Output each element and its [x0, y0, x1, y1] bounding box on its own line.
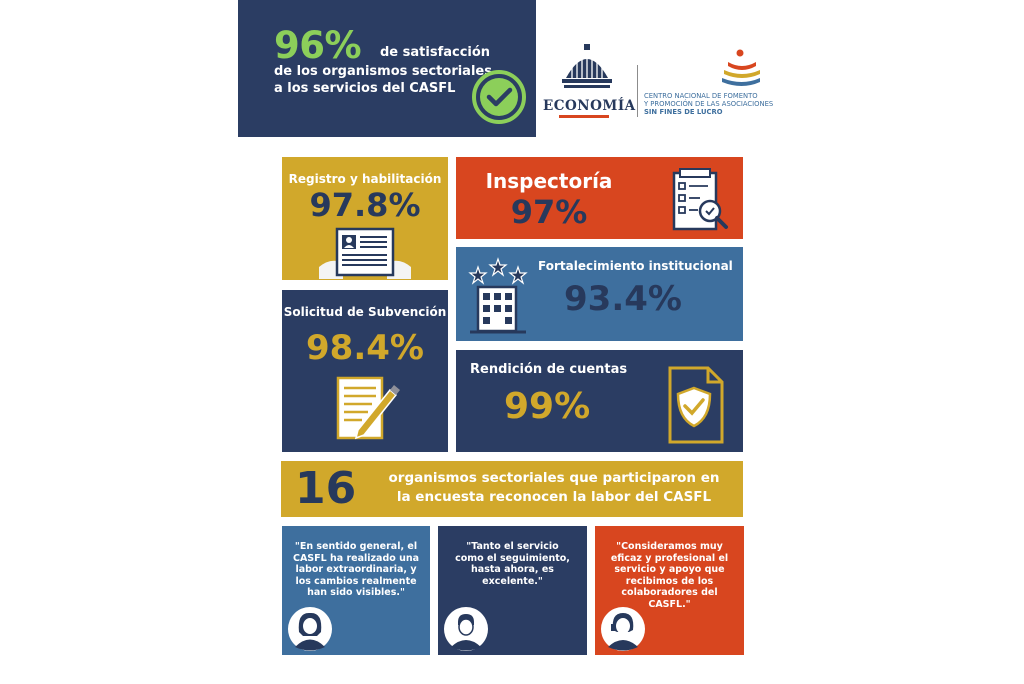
building-stars-icon	[466, 253, 530, 337]
tile-rendicion	[456, 350, 743, 452]
quote-line: "En sentido general, el	[294, 541, 418, 552]
quote-line: eficaz y profesional el	[610, 552, 729, 564]
tile-subvencion	[282, 290, 448, 452]
quote-line: hasta ahora, es	[471, 564, 554, 575]
quote-line: "Consideramos muy	[616, 541, 723, 552]
checklist-magnifier-icon	[664, 167, 738, 233]
tile-registro	[282, 157, 448, 280]
tile-title: Solicitud de Subvención	[283, 305, 447, 319]
header-text-line-2: de los organismos sectoriales	[274, 64, 492, 79]
quote-line: recibimos de los	[625, 575, 714, 587]
quote-card-1	[282, 526, 430, 655]
tile-inspectoria	[456, 157, 743, 239]
tile-value: 97%	[510, 193, 588, 231]
quote-text	[286, 541, 426, 599]
economia-dome-logo-icon	[560, 44, 614, 96]
tile-title: Fortalecimiento institucional	[538, 259, 733, 273]
economia-logo-underline	[559, 115, 609, 118]
tile-value: 99%	[504, 386, 591, 427]
participants-count: 16	[295, 463, 357, 514]
woman-avatar-icon	[287, 606, 333, 652]
quote-card-3	[595, 526, 744, 655]
checkmark-badge-icon	[470, 68, 528, 126]
tile-title: Inspectoría	[485, 169, 613, 193]
quote-line: labor extraordinaria, y	[295, 564, 417, 575]
participants-text-line-1: organismos sectoriales que participaron en	[388, 470, 720, 486]
header-text-line-1: de satisfacción	[380, 45, 491, 60]
quote-text	[442, 541, 583, 587]
id-card-icon	[315, 227, 415, 279]
quote-line: excelente."	[482, 575, 543, 587]
quote-line: CASFL."	[648, 598, 691, 610]
tile-fortalecimiento	[456, 247, 743, 341]
tile-value: 93.4%	[564, 279, 682, 319]
shield-document-icon	[664, 366, 728, 444]
quote-line: CASFL ha realizado una	[292, 552, 420, 564]
casfl-logo-icon	[720, 48, 762, 88]
org-name-line-2: Y PROMOCIÓN DE LAS ASOCIACIONES	[644, 100, 774, 108]
logo-divider	[637, 65, 638, 117]
header-text-line-3: a los servicios del CASFL	[274, 81, 456, 96]
woman-headset-avatar-icon	[600, 606, 646, 652]
tile-value: 97.8%	[309, 186, 421, 224]
org-name-line-3: SIN FINES DE LUCRO	[644, 108, 723, 116]
org-name-line-1: CENTRO NACIONAL DE FOMENTO	[644, 92, 758, 100]
document-pencil-icon	[332, 376, 404, 444]
quote-line: "Tanto el servicio	[466, 541, 559, 552]
tile-title: Rendición de cuentas	[470, 362, 628, 377]
quote-line: colaboradores del	[621, 587, 718, 598]
participants-text-line-2: la encuesta reconocen la labor del CASFL	[396, 489, 712, 505]
participants-banner	[281, 461, 743, 517]
quote-card-2	[438, 526, 587, 655]
tile-title: Registro y habilitación	[288, 172, 442, 186]
quote-line: han sido visibles."	[307, 587, 405, 598]
economia-logo-text: ECONOMÍA	[543, 98, 636, 114]
man-avatar-icon	[443, 606, 489, 652]
quote-line: servicio y apoyo que	[614, 564, 725, 575]
quote-line: como el seguimiento,	[455, 552, 570, 564]
quote-line: los cambios realmente	[295, 575, 417, 587]
quote-text	[599, 541, 740, 610]
tile-value: 98.4%	[306, 328, 424, 368]
satisfaction-percent: 96%	[274, 24, 362, 67]
